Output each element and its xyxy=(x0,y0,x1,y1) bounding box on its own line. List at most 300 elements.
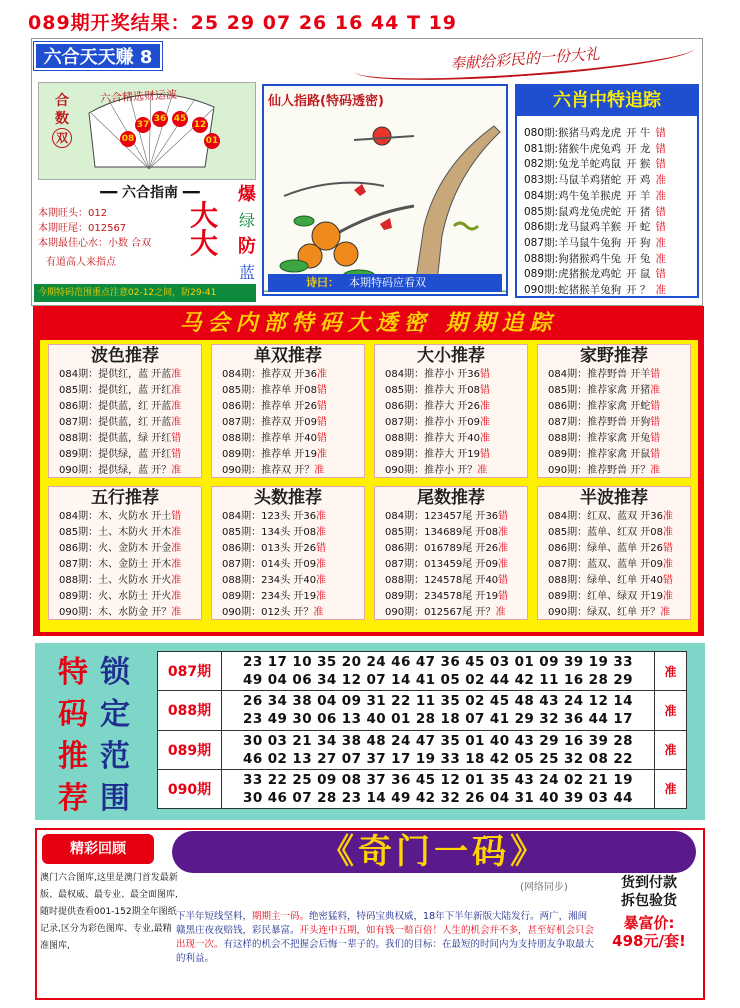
zodiac-row xyxy=(524,283,696,299)
lock-line: 23 17 10 35 20 24 46 47 36 45 03 01 09 39 19 33 xyxy=(243,654,633,671)
recommend-row-text: 084期：木、火防水 开土 xyxy=(59,511,172,522)
recommend-row-mark: 准 xyxy=(498,543,509,554)
heshu-label xyxy=(44,92,80,148)
zodiac-names: 龙马鼠鸡羊猴 xyxy=(558,221,622,234)
zodiac-row xyxy=(524,189,696,205)
zodiac-result: 开 羊 xyxy=(626,189,651,202)
recommend-row xyxy=(385,509,527,525)
recommend-row-mark: 错 xyxy=(480,369,490,380)
lock-line: 46 02 13 27 07 37 17 19 33 18 42 05 25 32 08 22 xyxy=(243,750,633,767)
recommend-row-mark: 准 xyxy=(171,543,182,554)
fan-number-ball: 01 xyxy=(204,133,220,149)
zodiac-result: 开 鸡 xyxy=(626,174,651,187)
guide-row: 本期旺尾：012567 xyxy=(38,223,127,234)
recommend-row xyxy=(59,541,201,557)
lock-chars-right xyxy=(100,652,140,820)
fan-number-ball: 08 xyxy=(120,131,136,147)
recommend-row xyxy=(548,399,690,415)
zodiac-mark: 准 xyxy=(655,189,666,202)
lock-table xyxy=(157,651,687,809)
zodiac-row xyxy=(524,173,696,189)
recommend-row-text: 087期：推荐小 开09 xyxy=(385,417,480,428)
recommend-row-text: 084期：123头 开36 xyxy=(222,511,317,522)
zodiac-mark: 错 xyxy=(655,221,666,234)
zodiac-tracker-title: 六肖中特追踪 xyxy=(517,86,697,116)
zodiac-result: 开 ？ xyxy=(626,284,651,297)
recommend-row-text: 088期：234头 开40 xyxy=(222,575,317,586)
zodiac-issue: 087期: xyxy=(524,236,559,249)
recommend-row-text: 086期：推荐家禽 开蛇 xyxy=(548,401,651,412)
recommend-row-mark: 准 xyxy=(316,559,327,570)
recommend-row-text: 084期：推荐野兽 开羊 xyxy=(548,369,651,380)
zodiac-mark: 错 xyxy=(655,127,666,139)
recommend-row-mark: 错 xyxy=(317,401,327,412)
recommend-card xyxy=(537,344,691,478)
recommend-row xyxy=(385,415,527,431)
recommend-row xyxy=(222,383,364,399)
fan-number-ball: 36 xyxy=(152,111,168,127)
recommend-row-text: 086期：推荐单 开26 xyxy=(222,401,317,412)
recommend-row xyxy=(222,557,364,573)
recommend-row xyxy=(59,525,201,541)
recommend-rows xyxy=(212,367,364,479)
desc-highlight: 开头连中五期，如有钱一赔百倍！人生的机会并不多，甚至好机会只会出现一次。 xyxy=(176,925,595,950)
recommend-row-text: 089期：提供绿，蓝 开红 xyxy=(59,449,172,460)
recommend-row xyxy=(222,399,364,415)
recommend-row-mark: 准 xyxy=(498,527,509,538)
zodiac-row xyxy=(524,157,696,173)
recommend-row-mark: 错 xyxy=(171,449,182,460)
recommend-row-text: 089期：火、水防土 开火 xyxy=(59,591,172,602)
recommend-row xyxy=(59,431,201,447)
recommend-row xyxy=(222,541,364,557)
recommend-row-mark: 错 xyxy=(498,591,509,602)
recommend-row-text: 089期：推荐家禽 开鼠 xyxy=(548,449,651,460)
recommend-card-title: 单双推荐 xyxy=(254,346,322,366)
desc-highlight: 期期主一码。 xyxy=(252,911,310,922)
zodiac-issue: 089期: xyxy=(524,268,559,281)
zodiac-row xyxy=(524,126,696,142)
recommend-row-text: 086期：016789尾 开26 xyxy=(385,543,499,554)
recommend-row-mark: 准 xyxy=(480,433,490,444)
recommend-row-mark: 错 xyxy=(316,543,327,554)
recommend-row-text: 087期：蓝双、蓝单 开09 xyxy=(548,559,663,570)
recommend-row-mark: 准 xyxy=(663,591,673,602)
recommend-row-mark: 错 xyxy=(650,433,661,444)
recommend-row-mark: 准 xyxy=(495,607,506,618)
zodiac-row xyxy=(524,205,696,221)
recommend-row-text: 085期：土、木防火 开木 xyxy=(59,527,172,538)
recommend-row xyxy=(548,573,690,589)
draw-result-header: 089期开奖结果：25 29 07 26 16 44 T 19 xyxy=(28,12,458,34)
recommend-row-mark: 准 xyxy=(317,369,327,380)
recommend-row-mark: 准 xyxy=(316,527,327,538)
recommend-row-text: 089期：推荐大 开19 xyxy=(385,449,480,460)
recommend-row-mark: 准 xyxy=(663,559,673,570)
zodiac-row xyxy=(524,267,696,283)
guide-tip: 有道高人来指点 xyxy=(46,257,116,268)
fan-number-ball: 12 xyxy=(192,117,208,133)
zodiac-names: 鸡牛兔羊猴虎 xyxy=(558,189,622,202)
range-strip: 今期特码范围重点注意02-12之间，防29-41 xyxy=(34,284,256,302)
zodiac-mark: 准 xyxy=(655,174,666,187)
recommend-row-mark: 错 xyxy=(317,417,327,428)
lock-char: 推 xyxy=(58,739,88,774)
branch-illustration xyxy=(264,106,506,292)
zodiac-issue: 086期: xyxy=(524,221,559,234)
recommend-rows xyxy=(375,367,527,479)
zodiac-result: 开 龙 xyxy=(626,142,651,155)
zodiac-issue: 088期: xyxy=(524,252,559,265)
recommend-card xyxy=(48,344,202,478)
recommend-row-mark: 错 xyxy=(480,385,490,396)
recommend-row xyxy=(59,367,201,383)
lock-char: 码 xyxy=(58,697,88,732)
recommend-row-mark: 准 xyxy=(171,417,182,428)
recommend-row xyxy=(548,463,690,479)
zodiac-names: 虎猪猴龙鸡蛇 xyxy=(558,268,622,281)
promo-price-label: 暴富价: xyxy=(623,914,675,932)
recommend-row-text: 085期：推荐大 开08 xyxy=(385,385,480,396)
side-word-fang: 防 xyxy=(238,236,256,257)
recommend-row xyxy=(385,447,527,463)
lock-numbers xyxy=(222,769,655,808)
zodiac-mark: 错 xyxy=(655,205,666,218)
recommend-row-text: 088期：土、火防水 开火 xyxy=(59,575,172,586)
recommend-row-mark: 准 xyxy=(663,527,673,538)
illustration-panel xyxy=(262,84,508,296)
lock-row xyxy=(158,652,687,691)
recommend-card-title: 半波推荐 xyxy=(580,488,648,508)
review-text: 澳门六合图库,这里是澳门首发最新版、最权威、最专业、最全面图库,随时提供查看001-152期全年图纸记录,区分为彩色图库、专业,最精准图库, xyxy=(40,873,178,951)
recommend-row xyxy=(385,605,527,621)
recommend-row xyxy=(222,525,364,541)
recommend-row xyxy=(59,509,201,525)
recommend-row xyxy=(222,367,364,383)
big-char-2: 大 xyxy=(190,227,219,260)
recommend-card-title: 五行推荐 xyxy=(91,488,159,508)
review-badge: 精彩回顾 xyxy=(42,834,154,864)
recommend-card xyxy=(374,344,528,478)
recommend-row-text: 088期：推荐大 开40 xyxy=(385,433,480,444)
recommend-row-mark: 错 xyxy=(317,385,327,396)
recommend-row-text: 088期：推荐单 开40 xyxy=(222,433,317,444)
recommend-card-title: 头数推荐 xyxy=(254,488,322,508)
recommend-row-text: 088期：推荐家禽 开兔 xyxy=(548,433,651,444)
promo-price: 498元/套! xyxy=(612,932,686,950)
recommend-row-text: 084期：提供红，蓝 开蓝 xyxy=(59,369,172,380)
recommend-row xyxy=(222,509,364,525)
recommend-row-text: 088期：124578尾 开40 xyxy=(385,575,499,586)
lock-mark: 准 xyxy=(655,730,687,769)
recommend-row xyxy=(59,415,201,431)
zodiac-tracker-list xyxy=(524,126,696,299)
recommend-row-mark: 错 xyxy=(317,433,327,444)
recommend-row-mark: 错 xyxy=(650,401,661,412)
recommend-row xyxy=(548,605,690,621)
recommend-row-mark: 准 xyxy=(498,559,509,570)
illustration-title: 仙人指路(特码透密) xyxy=(268,94,384,109)
heshu-char-2: 数 xyxy=(55,111,69,127)
recommend-row xyxy=(222,605,364,621)
zodiac-names: 羊马鼠牛兔狗 xyxy=(558,236,622,249)
recommend-row-mark: 准 xyxy=(316,591,327,602)
fan-title: 六合精选财运波 xyxy=(99,87,178,106)
recommend-row-mark: 错 xyxy=(650,369,661,380)
recommend-row-text: 090期：推荐野兽 开？ xyxy=(548,465,651,476)
zodiac-row xyxy=(524,252,696,268)
zodiac-result: 开 鼠 xyxy=(626,268,651,281)
recommend-row xyxy=(548,415,690,431)
zodiac-mark: 准 xyxy=(655,252,666,265)
recommend-row xyxy=(59,399,201,415)
recommend-row-text: 086期：013头 开26 xyxy=(222,543,317,554)
recommend-row-text: 090期：012头 开？ xyxy=(222,607,314,618)
recommend-row-text: 087期：推荐双 开09 xyxy=(222,417,317,428)
zodiac-names: 狗猪猴鸡牛兔 xyxy=(558,252,622,265)
recommend-row-mark: 错 xyxy=(171,433,182,444)
recommend-row-mark: 准 xyxy=(316,511,327,522)
heshu-char-3: 双 xyxy=(52,128,72,148)
side-word-bao: 爆 xyxy=(238,184,256,205)
recommend-row xyxy=(59,557,201,573)
recommend-row xyxy=(548,447,690,463)
lock-row xyxy=(158,691,687,730)
lock-issue: 087期 xyxy=(158,652,222,691)
zodiac-result: 开 牛 xyxy=(626,127,651,139)
recommend-row-text: 086期：火、金防木 开金 xyxy=(59,543,172,554)
recommend-row-text: 089期：红单、绿双 开19 xyxy=(548,591,663,602)
lock-char: 特 xyxy=(58,655,88,690)
recommend-card xyxy=(211,344,365,478)
recommend-row-text: 087期：提供蓝，红 开蓝 xyxy=(59,417,172,428)
lock-line: 30 03 21 34 38 48 24 47 35 01 40 43 29 16 39 28 xyxy=(243,732,633,749)
zodiac-issue: 083期: xyxy=(524,174,559,187)
recommend-row-mark: 错 xyxy=(171,511,182,522)
recommend-row-text: 085期：蓝单、红双 开08 xyxy=(548,527,663,538)
recommend-row-text: 088期：绿单、红单 开40 xyxy=(548,575,663,586)
recommend-row-mark: 准 xyxy=(663,511,673,522)
recommend-row xyxy=(385,431,527,447)
desc-part: 下半年短线坚料， xyxy=(176,911,253,922)
recommend-row-text: 084期：推荐小 开36 xyxy=(385,369,480,380)
slogan: 奉献给彩民的一份大礼 xyxy=(354,32,695,88)
lock-numbers xyxy=(222,691,655,730)
recommend-row xyxy=(59,605,201,621)
recommend-row-mark: 准 xyxy=(171,527,182,538)
lock-mark: 准 xyxy=(655,652,687,691)
recommend-row xyxy=(59,383,201,399)
recommend-row-text: 085期：提供红，蓝 开红 xyxy=(59,385,172,396)
recommend-row-text: 085期：134689尾 开08 xyxy=(385,527,499,538)
recommend-row-mark: 准 xyxy=(650,385,661,396)
recommend-row-mark: 准 xyxy=(317,449,327,460)
zodiac-issue: 085期: xyxy=(524,205,559,218)
recommend-row xyxy=(548,367,690,383)
product-description xyxy=(176,910,596,966)
zodiac-row xyxy=(524,142,696,158)
recommend-row-text: 090期：推荐小 开？ xyxy=(385,465,478,476)
zodiac-mark: 错 xyxy=(655,268,666,281)
recommend-row-text: 090期：提供绿，蓝 开？ xyxy=(59,465,172,476)
poem-text: 本期特码应看双 xyxy=(349,276,426,289)
recommend-row-mark: 错 xyxy=(480,449,490,460)
recommend-row xyxy=(222,573,364,589)
promo-line: 货到付款 xyxy=(621,875,677,891)
recommend-row xyxy=(548,509,690,525)
recommend-row-mark: 准 xyxy=(171,385,182,396)
zodiac-names: 蛇猪猴羊兔狗 xyxy=(558,284,622,297)
zodiac-row xyxy=(524,220,696,236)
zodiac-mark: 准 xyxy=(655,236,666,249)
zodiac-mark: 错 xyxy=(655,158,666,171)
lock-chars-left xyxy=(58,652,106,820)
lock-char: 范 xyxy=(100,739,130,774)
guide-row: 本期最佳心水：小数 合双 xyxy=(38,238,152,249)
recommend-row xyxy=(385,383,527,399)
recommend-rows xyxy=(538,367,690,479)
recommend-card-title: 尾数推荐 xyxy=(417,488,485,508)
recommend-row-mark: 错 xyxy=(663,575,673,586)
recommend-row xyxy=(59,447,201,463)
zodiac-mark: 准 xyxy=(655,284,666,297)
net-sync-label: (网络同步) xyxy=(520,882,568,893)
lock-issue: 090期 xyxy=(158,769,222,808)
poem-strip xyxy=(268,274,502,292)
lock-line: 23 49 30 06 13 40 01 28 18 07 41 29 32 36 44 17 xyxy=(243,711,633,728)
recommend-row-text: 090期：推荐双 开？ xyxy=(222,465,315,476)
lock-line: 49 04 06 34 12 07 14 41 05 02 44 42 11 16 28 29 xyxy=(243,672,633,689)
recommend-row-mark: 准 xyxy=(314,465,325,476)
recommend-row-text: 089期：推荐单 开19 xyxy=(222,449,317,460)
recommend-row-text: 084期：推荐双 开36 xyxy=(222,369,317,380)
recommend-row-text: 084期：红双、蓝双 开36 xyxy=(548,511,663,522)
recommend-row-text: 087期：推荐野兽 开狗 xyxy=(548,417,651,428)
zodiac-issue: 080期: xyxy=(524,127,559,139)
recommend-row xyxy=(548,589,690,605)
recommend-row-mark: 准 xyxy=(171,465,182,476)
recommend-row-mark: 准 xyxy=(480,401,490,412)
recommend-row-text: 090期：绿双、红单 开？ xyxy=(548,607,661,618)
zodiac-mark: 错 xyxy=(655,142,666,155)
lock-line: 33 22 25 09 08 37 36 45 12 01 35 43 24 02 21 19 xyxy=(243,771,633,788)
lock-mark: 准 xyxy=(655,769,687,808)
zodiac-issue: 082期: xyxy=(524,158,559,171)
recommend-row-mark: 准 xyxy=(477,465,488,476)
recommend-row-text: 084期：123457尾 开36 xyxy=(385,511,499,522)
recommend-card-title: 家野推荐 xyxy=(580,346,648,366)
recommend-row-mark: 准 xyxy=(660,607,671,618)
recommend-row xyxy=(385,541,527,557)
side-word-lv: 绿 xyxy=(238,211,255,230)
recommend-row-mark: 准 xyxy=(650,465,661,476)
recommend-row-mark: 准 xyxy=(171,607,182,618)
recommend-card xyxy=(48,486,202,620)
recommend-row-text: 089期：234头 开19 xyxy=(222,591,317,602)
recommend-row-text: 086期：推荐大 开26 xyxy=(385,401,480,412)
recommend-row xyxy=(222,431,364,447)
recommend-card xyxy=(374,486,528,620)
recommend-row-text: 086期：绿单、蓝单 开26 xyxy=(548,543,663,554)
lock-char: 定 xyxy=(100,697,130,732)
recommend-row xyxy=(385,399,527,415)
guide-title-text: 六合指南 xyxy=(122,185,178,201)
recommend-row xyxy=(222,415,364,431)
recommend-row-mark: 错 xyxy=(650,417,661,428)
desc-part: 有这样的机会不把握会后悔一辈子的。我们的目标：在最短的时间内为支持朋友争取最大的利益。 xyxy=(176,939,595,964)
guide-title: ━━ 六合指南 ━━ xyxy=(100,185,200,201)
fan-number-ball: 37 xyxy=(135,117,151,133)
recommend-row xyxy=(59,573,201,589)
recommend-row-mark: 错 xyxy=(498,575,509,586)
promo-block xyxy=(600,874,698,950)
recommend-row-text: 089期：234578尾 开19 xyxy=(385,591,499,602)
recommend-row-text: 087期：013459尾 开09 xyxy=(385,559,499,570)
lock-line: 26 34 38 04 09 31 22 11 35 02 45 48 43 24 12 14 xyxy=(243,693,633,710)
zodiac-names: 鼠鸡龙兔虎蛇 xyxy=(558,205,622,218)
zodiac-issue: 090期: xyxy=(524,284,559,297)
lock-char: 荐 xyxy=(58,781,88,816)
zodiac-issue: 084期: xyxy=(524,189,559,202)
recommend-card xyxy=(537,486,691,620)
big-char-1: 大 xyxy=(190,199,219,232)
big-char xyxy=(190,199,219,260)
recommend-rows xyxy=(375,509,527,621)
zodiac-row xyxy=(524,236,696,252)
poem-label: 诗曰： xyxy=(306,276,339,289)
recommend-row xyxy=(59,463,201,479)
recommend-card-title: 波色推荐 xyxy=(91,346,159,366)
recommend-row-text: 086期：提供蓝，红 开蓝 xyxy=(59,401,172,412)
brand-tag: 六合天天赚 8 xyxy=(34,42,162,70)
recommend-row xyxy=(385,463,527,479)
recommend-row xyxy=(548,541,690,557)
zodiac-result: 开 猪 xyxy=(626,205,651,218)
zodiac-result: 开 兔 xyxy=(626,252,651,265)
lock-mark: 准 xyxy=(655,691,687,730)
recommend-row-mark: 错 xyxy=(663,543,673,554)
zodiac-names: 兔龙羊蛇鸡鼠 xyxy=(558,158,622,171)
recommend-row-text: 085期：134头 开08 xyxy=(222,527,317,538)
recommend-row-text: 090期：木、水防金 开？ xyxy=(59,607,172,618)
recommend-rows xyxy=(538,509,690,621)
promo-line: 拆包验货 xyxy=(621,893,677,909)
tracker-title: 马会内部特码大透密 期期追踪 xyxy=(179,310,558,336)
recommend-rows xyxy=(49,367,201,479)
recommend-row xyxy=(222,447,364,463)
recommend-row xyxy=(385,525,527,541)
side-words xyxy=(236,182,258,286)
recommend-card xyxy=(211,486,365,620)
recommend-row-text: 087期：014头 开09 xyxy=(222,559,317,570)
recommend-row xyxy=(59,589,201,605)
recommend-row xyxy=(222,589,364,605)
heshu-char-1: 合 xyxy=(55,93,69,109)
recommend-row xyxy=(385,557,527,573)
zodiac-names: 猴猪马鸡龙虎 xyxy=(558,127,622,139)
guide-row: 本期旺头：012 xyxy=(38,208,108,219)
zodiac-issue: 081期: xyxy=(524,142,559,155)
lock-char: 锁 xyxy=(100,655,130,690)
recommend-row xyxy=(548,525,690,541)
fan-number-ball: 45 xyxy=(172,111,188,127)
lock-issue: 089期 xyxy=(158,730,222,769)
recommend-row-text: 088期：提供蓝，绿 开红 xyxy=(59,433,172,444)
recommend-row xyxy=(548,383,690,399)
zodiac-result: 开 蛇 xyxy=(626,221,651,234)
zodiac-names: 马鼠羊鸡猪蛇 xyxy=(558,174,622,187)
zodiac-names: 猪猴牛虎兔鸡 xyxy=(558,142,622,155)
